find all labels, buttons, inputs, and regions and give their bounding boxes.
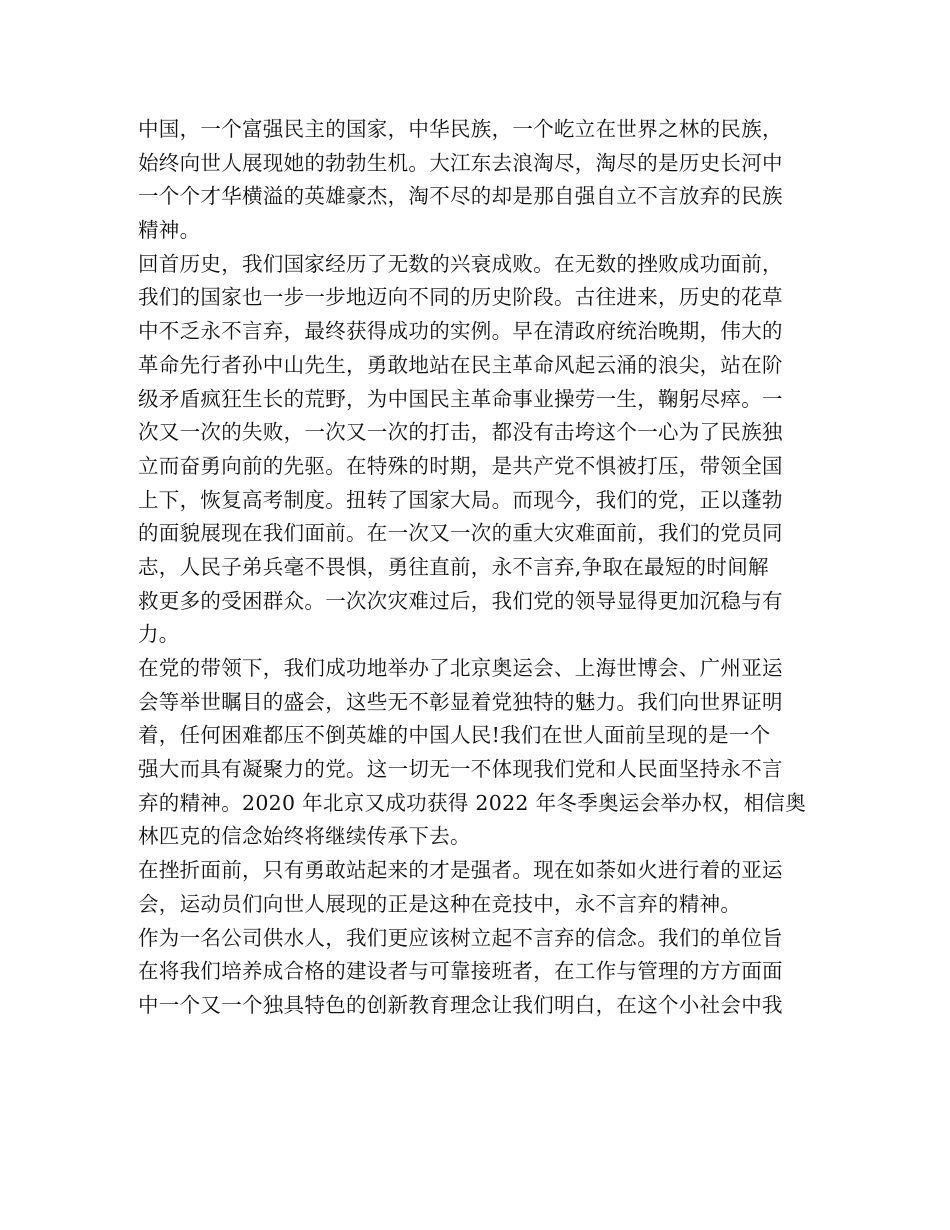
text-line: 强大而具有凝聚力的党。这一切无一不体现我们党和人民面坚持永不言 — [138, 757, 783, 782]
text-line: 立而奋勇向前的先驱。在特殊的时期，是共产党不惧被打压，带领全国 — [138, 453, 783, 478]
text-line: 志，人民子弟兵毫不畏惧，勇往直前，永不言弃,争取在最短的时间解 — [138, 554, 769, 579]
text-line: 的面貌展现在我们面前。在一次又一次的重大灾难面前，我们的党员同 — [138, 521, 783, 546]
text-line: 级矛盾疯狂生长的荒野，为中国民主革命事业操劳一生，鞠躬尽瘁。一 — [138, 386, 783, 411]
text-line: 会等举世瞩目的盛会，这些无不彰显着党独特的魅力。我们向世界证明 — [138, 689, 783, 714]
text-line: 在党的带领下，我们成功地举办了北京奥运会、上海世博会、广州亚运 — [138, 656, 783, 680]
text-line: 次又一次的失败，一次又一次的打击，都没有击垮这个一心为了民族独 — [138, 420, 783, 445]
text-line: 林匹克的信念始终将继续传承下去。 — [138, 824, 471, 849]
text-line: 弃的精神。2020 年北京又成功获得 2022 年冬季奥运会举办权，相信奥 — [138, 790, 806, 815]
text-line: 在将我们培养成合格的建设者与可靠接班者，在工作与管理的方方面面 — [138, 959, 783, 984]
text-line: 救更多的受困群众。一次次灾难过后，我们党的领导显得更加沉稳与有 — [138, 588, 783, 613]
text-line: 始终向世人展现她的勃勃生机。大江东去浪淘尽，淘尽的是历史长河中 — [138, 150, 783, 175]
text-line: 中不乏永不言弃，最终获得成功的实例。早在清政府统治晚期，伟大的 — [138, 319, 783, 344]
text-line: 回首历史，我们国家经历了无数的兴衰成败。在无数的挫败成功面前， — [138, 251, 783, 276]
text-line: 中国，一个富强民主的国家，中华民族，一个屹立在世界之林的民族， — [138, 117, 783, 141]
text-line: 精神。 — [138, 218, 201, 243]
text-line: 一个个才华横溢的英雄豪杰，淘不尽的却是那自强自立不言放弃的民族 — [138, 184, 783, 209]
text-line: 革命先行者孙中山先生，勇敢地站在民主革命风起云涌的浪尖，站在阶 — [138, 352, 783, 377]
text-line: 我们的国家也一步一步地迈向不同的历史阶段。古往进来，历史的花草 — [138, 285, 783, 310]
text-line: 在挫折面前，只有勇敢站起来的才是强者。现在如荼如火进行着的亚运 — [138, 858, 783, 883]
text-line: 会，运动员们向世人展现的正是这种在竞技中，永不言弃的精神。 — [138, 891, 742, 916]
text-line: 力。 — [138, 622, 180, 647]
text-line: 上下，恢复高考制度。扭转了国家大局。而现今，我们的党，正以蓬勃 — [138, 487, 783, 512]
text-line: 着，任何困难都压不倒英雄的中国人民!我们在世人面前呈现的是一个 — [138, 723, 771, 748]
text-line: 中一个又一个独具特色的创新教育理念让我们明白，在这个小社会中我 — [138, 992, 783, 1017]
document-body — [138, 113, 815, 1023]
text-line: 作为一名公司供水人，我们更应该树立起不言弃的信念。我们的单位旨 — [138, 925, 783, 950]
